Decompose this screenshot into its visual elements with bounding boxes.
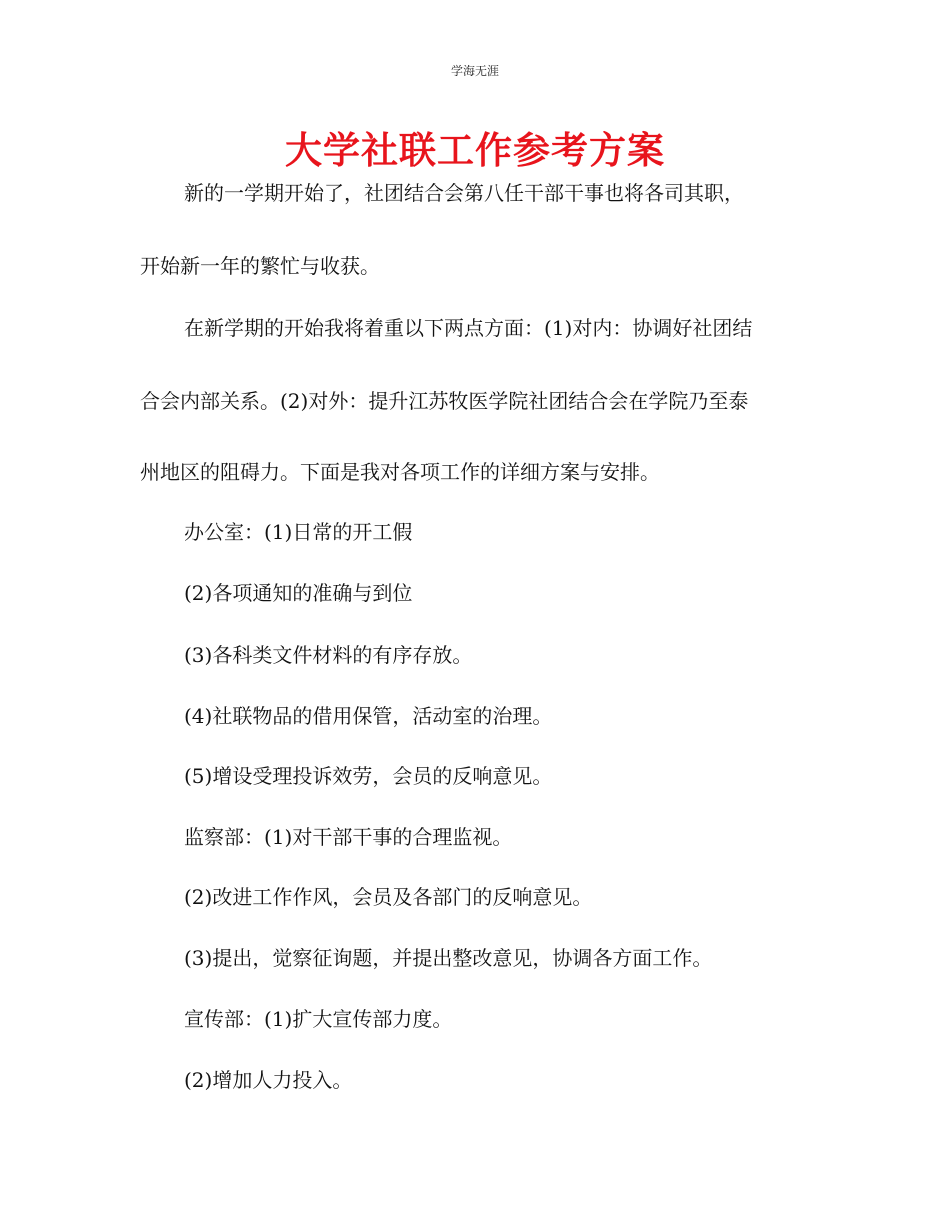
paragraph-line: 开始新一年的繁忙与收获。 (140, 254, 380, 278)
paragraph-line: 在新学期的开始我将着重以下两点方面：(1)对内：协调好社团结 (184, 316, 753, 340)
list-item: (3)各科类文件材料的有序存放。 (184, 643, 473, 667)
paragraph-line: 新的一学期开始了，社团结合会第八任干部干事也将各司其职， (184, 181, 744, 205)
list-item: 监察部：(1)对干部干事的合理监视。 (184, 825, 513, 849)
paragraph-line: 州地区的阻碍力。下面是我对各项工作的详细方案与安排。 (140, 460, 660, 484)
document-title: 大学社联工作参考方案 (285, 129, 665, 172)
page-header: 学海无涯 (450, 64, 499, 78)
list-item: (5)增设受理投诉效劳，会员的反响意见。 (184, 764, 553, 788)
list-item: 办公室：(1)日常的开工假 (184, 520, 413, 544)
list-item: (4)社联物品的借用保管，活动室的治理。 (184, 704, 553, 728)
list-item: (2)改进工作作风，会员及各部门的反响意见。 (184, 885, 593, 909)
list-item: 宣传部：(1)扩大宣传部力度。 (184, 1007, 453, 1031)
list-item: (2)增加人力投入。 (184, 1068, 353, 1092)
paragraph-line: 合会内部关系。(2)对外：提升江苏牧医学院社团结合会在学院乃至泰 (140, 389, 749, 413)
list-item: (3)提出，觉察征询题，并提出整改意见，协调各方面工作。 (184, 946, 713, 970)
list-item: (2)各项通知的准确与到位 (184, 581, 413, 605)
